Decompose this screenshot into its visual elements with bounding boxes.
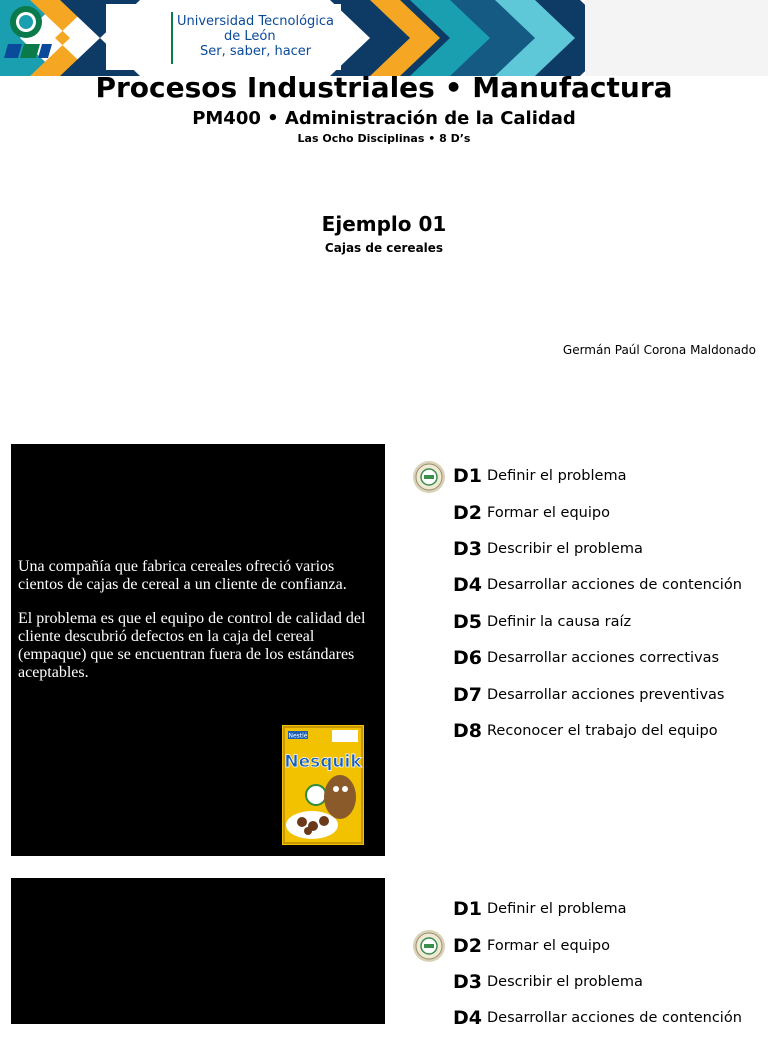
seal-icon bbox=[412, 460, 446, 494]
discipline-code: D3 bbox=[453, 537, 482, 560]
cereal-maker-label: Nestlé bbox=[288, 732, 308, 740]
discipline-code: D2 bbox=[453, 934, 482, 957]
discipline-code: D4 bbox=[453, 1007, 482, 1030]
discipline-label: Desarrollar acciones de contención bbox=[487, 1010, 742, 1027]
discipline-label: Definir el problema bbox=[487, 468, 627, 485]
discipline-label: Describir el problema bbox=[487, 540, 643, 557]
discipline-label: Desarrollar acciones de contención bbox=[487, 577, 742, 594]
course-title: PM400 • Administración de la Calidad bbox=[192, 108, 576, 129]
discipline-label: Describir el problema bbox=[487, 973, 643, 990]
problem-paragraph-1: Una compañía que fabrica cereales ofreció varios cientos de cajas de cereal a un cliente de confianza. bbox=[18, 558, 347, 593]
discipline-item bbox=[453, 567, 742, 603]
author-name: Germán Paúl Corona Maldonado bbox=[562, 343, 756, 357]
disciplines-list-2 bbox=[453, 891, 742, 1037]
discipline-label: Formar el equipo bbox=[487, 937, 610, 954]
discipline-item bbox=[453, 494, 742, 530]
university-motto: Ser, saber, hacer bbox=[200, 44, 312, 59]
discipline-label: Formar el equipo bbox=[487, 504, 610, 521]
discipline-item bbox=[453, 531, 742, 567]
discipline-item bbox=[453, 927, 742, 963]
discipline-item bbox=[453, 458, 742, 494]
problem-panel-2 bbox=[11, 878, 385, 1024]
discipline-item bbox=[453, 964, 742, 1000]
cereal-brand-label: Nesquik bbox=[284, 752, 362, 772]
discipline-item bbox=[453, 713, 742, 749]
cereal-box-image bbox=[282, 725, 364, 845]
discipline-label: Definir el problema bbox=[487, 901, 627, 918]
discipline-label: Desarrollar acciones correctivas bbox=[487, 650, 720, 667]
logo-divider bbox=[171, 12, 173, 64]
page-title: Procesos Industriales • Manufactura bbox=[95, 71, 673, 104]
discipline-code: D7 bbox=[453, 683, 482, 706]
discipline-label: Desarrollar acciones preventivas bbox=[487, 686, 725, 703]
discipline-label: Definir la causa raíz bbox=[487, 613, 632, 630]
discipline-code: D5 bbox=[453, 610, 482, 633]
discipline-code: D6 bbox=[453, 647, 482, 670]
topic-title: Las Ocho Disciplinas • 8 D’s bbox=[297, 132, 471, 145]
discipline-label: Reconocer el trabajo del equipo bbox=[487, 722, 718, 739]
discipline-item bbox=[453, 891, 742, 927]
discipline-item bbox=[453, 640, 742, 676]
discipline-code: D8 bbox=[453, 719, 482, 742]
discipline-item bbox=[453, 676, 742, 712]
problem-paragraph-2: El problema es que el equipo de control de calidad del cliente descubrió defectos en la caja del cereal (empaque) que se encuentran fuera de los estándares aceptables. bbox=[18, 610, 366, 681]
university-city: de León bbox=[224, 29, 276, 44]
discipline-item bbox=[453, 1000, 742, 1036]
discipline-code: D1 bbox=[453, 898, 482, 921]
discipline-item bbox=[453, 604, 742, 640]
discipline-code: D2 bbox=[453, 501, 482, 524]
example-title: Ejemplo 01 bbox=[321, 212, 447, 236]
example-subtitle: Cajas de cereales bbox=[324, 241, 444, 255]
utl-logo-icon bbox=[0, 0, 56, 60]
university-name: Universidad Tecnológica bbox=[177, 14, 335, 29]
seal-icon bbox=[412, 929, 446, 963]
discipline-code: D3 bbox=[453, 970, 482, 993]
discipline-code: D4 bbox=[453, 574, 482, 597]
header-banner bbox=[0, 0, 768, 76]
discipline-code: D1 bbox=[453, 465, 482, 488]
disciplines-list bbox=[453, 458, 742, 749]
problem-description bbox=[18, 558, 378, 698]
